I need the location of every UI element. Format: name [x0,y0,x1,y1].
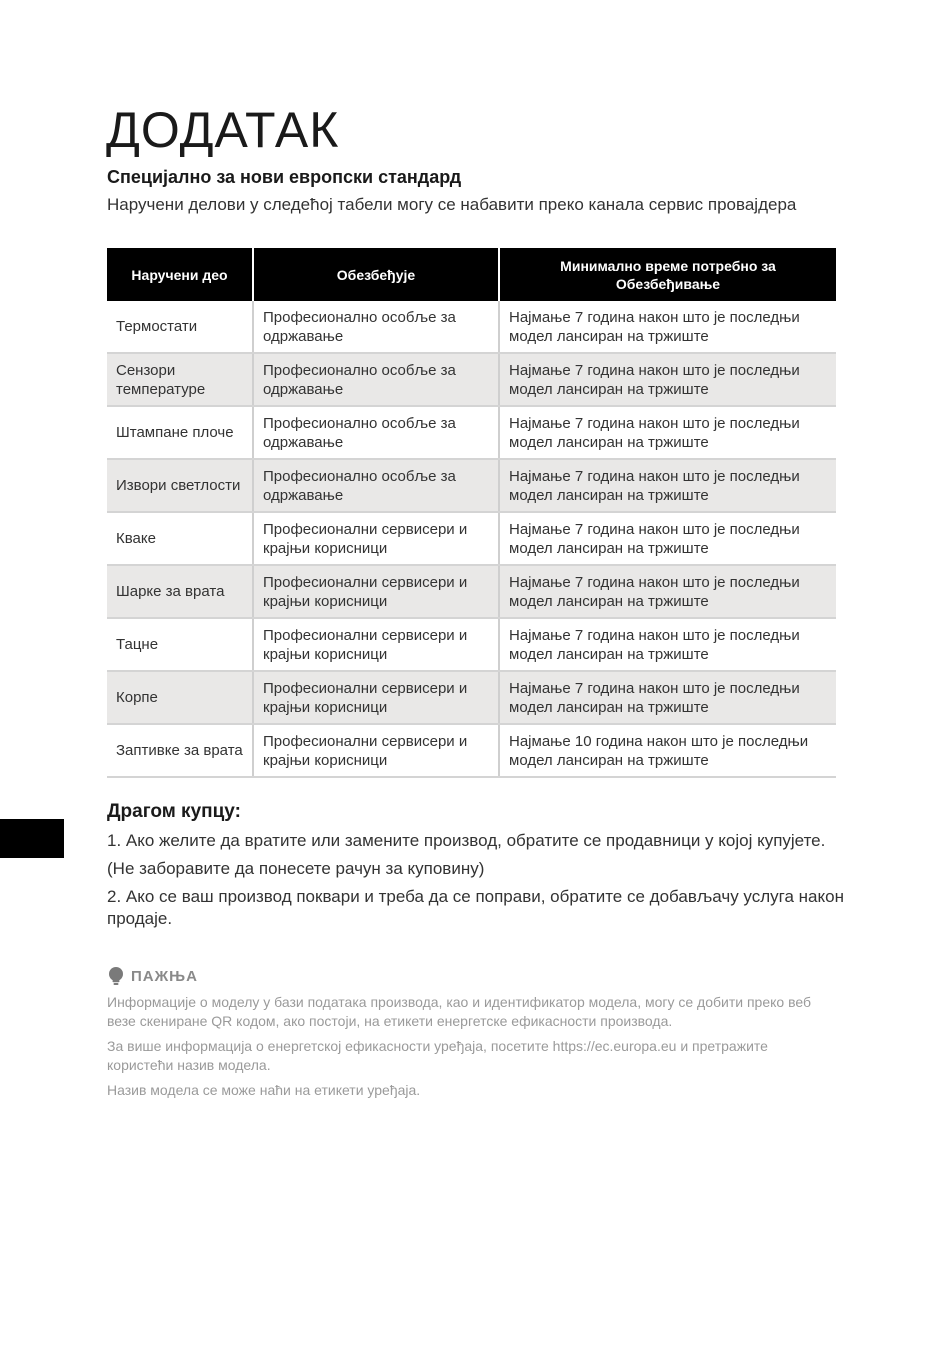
spare-parts-table [107,248,836,778]
notice-paragraph: Назив модела се може наћи на етикети уређаја. [107,1082,421,1098]
cell-provider: Професионални сервисери и крајњи корисници [253,565,499,618]
cell-min-time: Најмање 7 година након што је последњи модел лансиран на тржиште [499,565,836,618]
column-header-min-time: Минимално време потребно за Обезбеђивање [499,248,836,301]
lightbulb-icon [107,966,125,986]
customer-paragraph: 2. Ако се ваш производ поквари и треба да се поправи, обратите се добављачу услуга након продаје. [107,887,844,928]
table-row [107,724,836,777]
page-title: ДОДАТАК [106,102,340,158]
cell-provider: Професионални сервисери и крајњи корисници [253,512,499,565]
notice-text [107,993,837,1106]
cell-provider: Професионални сервисери и крајњи корисници [253,618,499,671]
cell-part: Заптивке за врата [107,724,253,777]
table-row [107,459,836,512]
cell-min-time: Најмање 7 година након што је последњи модел лансиран на тржиште [499,301,836,353]
cell-min-time: Најмање 10 година након што је последњи модел лансиран на тржиште [499,724,836,777]
notice-label: ПАЖЊА [131,967,198,985]
cell-part: Тацне [107,618,253,671]
intro-text: Наручени делови у следећој табели могу се набавити преко канала сервис провајдера [107,195,797,214]
table-header-row [107,248,836,301]
notice-heading [107,966,198,986]
column-header-provider: Обезбеђује [253,248,499,301]
cell-part: Штампане плоче [107,406,253,459]
cell-provider: Професионални сервисери и крајњи корисници [253,724,499,777]
notice-paragraph: За више информација о енергетској ефикасности уређаја, посетите https://ec.europa.eu и претражите користећи назив модела. [107,1038,768,1073]
table-row [107,618,836,671]
cell-part: Извори светлости [107,459,253,512]
cell-min-time: Најмање 7 година након што је последњи модел лансиран на тржиште [499,353,836,406]
cell-part: Сензори температуре [107,353,253,406]
table-row [107,512,836,565]
column-header-part: Наручени део [107,248,253,301]
cell-part: Кваке [107,512,253,565]
customer-paragraph: (Не заборавите да понесете рачун за куповину) [107,859,485,878]
customer-instructions [107,830,847,936]
table-row [107,353,836,406]
cell-min-time: Најмање 7 година након што је последњи модел лансиран на тржиште [499,512,836,565]
cell-provider: Професионално особље за одржавање [253,353,499,406]
cell-min-time: Најмање 7 година након што је последњи модел лансиран на тржиште [499,671,836,724]
cell-min-time: Најмање 7 година након што је последњи модел лансиран на тржиште [499,459,836,512]
customer-paragraph: 1. Ако желите да вратите или замените производ, обратите се продавници у којој купујете. [107,831,826,850]
table-row [107,671,836,724]
cell-provider: Професионално особље за одржавање [253,459,499,512]
cell-provider: Професионални сервисери и крајњи корисници [253,671,499,724]
section-subtitle: Специјално за нови европски стандард [107,167,462,187]
table-row [107,406,836,459]
cell-min-time: Најмање 7 година након што је последњи модел лансиран на тржиште [499,618,836,671]
notice-paragraph: Информације о моделу у бази података производа, као и идентификатор модела, могу се добити преко веб везе скениране QR кодом, ако постоји, на етикети енергетске ефикасности производа. [107,994,812,1029]
table-row [107,301,836,353]
table-row [107,565,836,618]
cell-provider: Професионално особље за одржавање [253,406,499,459]
cell-provider: Професионално особље за одржавање [253,301,499,353]
customer-section-title: Драгом купцу: [107,801,241,822]
cell-part: Шарке за врата [107,565,253,618]
cell-part: Термостати [107,301,253,353]
page-side-tab [0,819,64,858]
cell-part: Корпе [107,671,253,724]
cell-min-time: Најмање 7 година након што је последњи модел лансиран на тржиште [499,406,836,459]
